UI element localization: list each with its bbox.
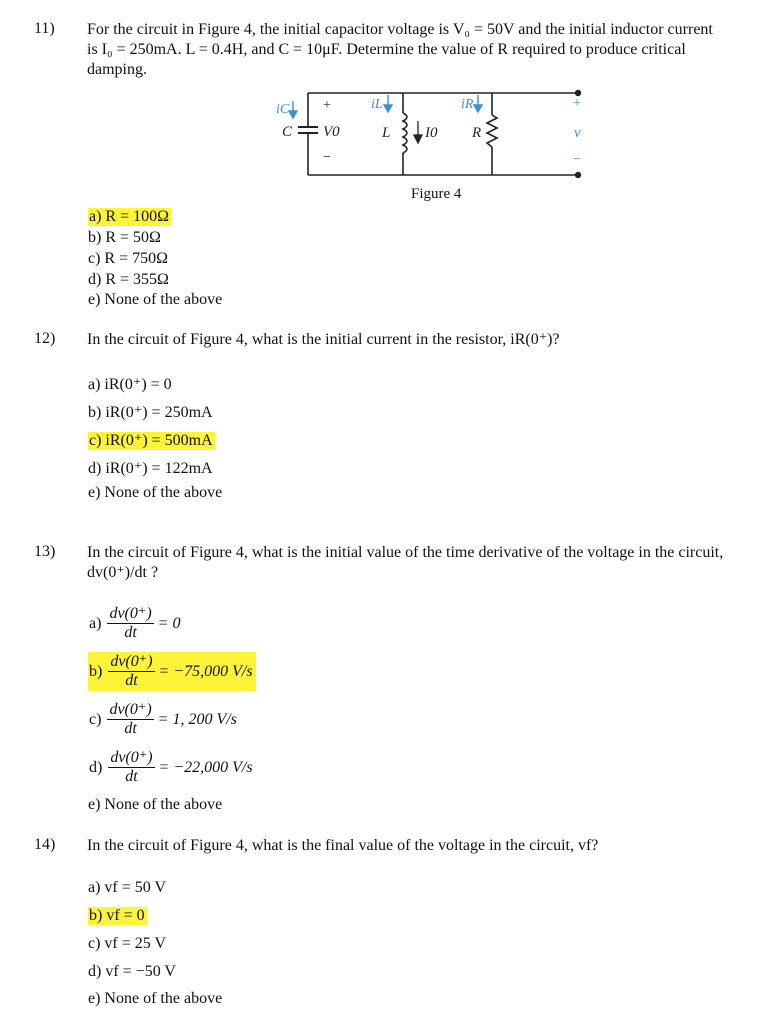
option-letter: c) [89,710,102,728]
q13-option-b[interactable] [88,652,256,691]
q12-option-c[interactable] [88,431,215,451]
inductor-label: L [382,125,391,141]
derivative-fraction: $\frac{dv(0^+)}{dt}$ [109,605,152,641]
question-14-text: In the circuit of Figure 4, what is the final value of the voltage in the circuit, vf? [87,837,599,854]
question-14-number: 14) [34,836,56,853]
option-value: = −75,000 V/s [158,662,253,680]
option-label: b) vf = 0 [89,907,145,924]
q11-option-b[interactable]: b) R = 50Ω [88,229,161,246]
derivative-fraction: $\frac{dv(0^+)}{dt}$ [109,701,152,737]
il-label: iL [371,97,383,112]
q12-option-e[interactable]: e) None of the above [88,484,223,501]
inductor-coil [403,113,407,153]
q13-option-d[interactable] [88,748,256,787]
option-value: = −22,000 V/s [158,758,253,776]
ir-arrow-icon [474,105,482,112]
question-12-number: 12) [34,330,56,347]
q13-option-e[interactable]: e) None of the above [88,796,223,813]
q14-option-a[interactable]: a) vf = 50 V [88,879,167,896]
q11-option-e[interactable]: e) None of the above [88,291,223,308]
question-12-text: In the circuit of Figure 4, what is the initial current in the resistor, iR(0⁺)? [87,331,560,348]
figure-caption: Figure 4 [411,186,462,202]
q14-option-b[interactable] [88,906,147,926]
i0-arrow-icon [414,135,422,143]
question-13-number: 13) [34,543,56,560]
v-minus-sign: − [573,152,581,167]
capacitor-label: C [282,124,293,140]
i0-label: I0 [425,125,438,141]
q14-option-d[interactable]: d) vf = −50 V [88,963,176,980]
question-11-text: For the circuit in Figure 4, the initial capacitor voltage is V₀ = 50V and the initial inductor current is I₀ = 250mA. L = 0.4H, and C = 10μF. Determine the value of R required to produce critical damping. [87,21,713,78]
v0-plus-sign: + [323,98,331,113]
option-letter: a) [89,614,102,632]
q12-option-b[interactable]: b) iR(0⁺) = 250mA [88,404,213,421]
q14-option-c[interactable]: c) vf = 25 V [88,935,167,952]
option-label: c) iR(0⁺) = 500mA [89,432,213,449]
v0-label: V0 [323,124,340,140]
option-label: a) R = 100Ω [89,208,170,225]
option-value: = 0 [157,614,181,632]
question-11-number: 11) [34,20,55,37]
v0-minus-sign: − [323,150,331,165]
terminal-bottom [575,172,581,178]
ir-label: iR [461,97,474,112]
q14-option-e[interactable]: e) None of the above [88,990,223,1007]
q11-option-c[interactable]: c) R = 750Ω [88,250,169,267]
resistor-zigzag [487,115,497,147]
ic-arrow-icon [289,111,297,118]
q12-option-a[interactable]: a) iR(0⁺) = 0 [88,376,172,393]
q11-option-d[interactable]: d) R = 355Ω [88,271,169,288]
ic-label: iC [276,102,290,117]
q11-option-a[interactable] [88,207,171,227]
resistor-label: R [472,125,482,141]
question-13-text: In the circuit of Figure 4, what is the initial value of the time derivative of the voltage in the circuit, dv(0⁺)/dt ? [87,544,724,581]
derivative-fraction: $\frac{dv(0^+)}{dt}$ [110,749,153,785]
option-value: = 1, 200 V/s [157,710,237,728]
option-letter: d) [89,758,103,776]
v-plus-sign: + [573,96,581,111]
q12-option-d[interactable]: d) iR(0⁺) = 122mA [88,460,213,477]
q13-option-a[interactable] [88,604,183,643]
v-label: v [574,125,581,141]
q13-option-c[interactable] [88,700,240,739]
option-letter: b) [89,662,103,680]
derivative-fraction: $\frac{dv(0^+)}{dt}$ [110,653,153,689]
il-arrow-icon [384,105,392,112]
